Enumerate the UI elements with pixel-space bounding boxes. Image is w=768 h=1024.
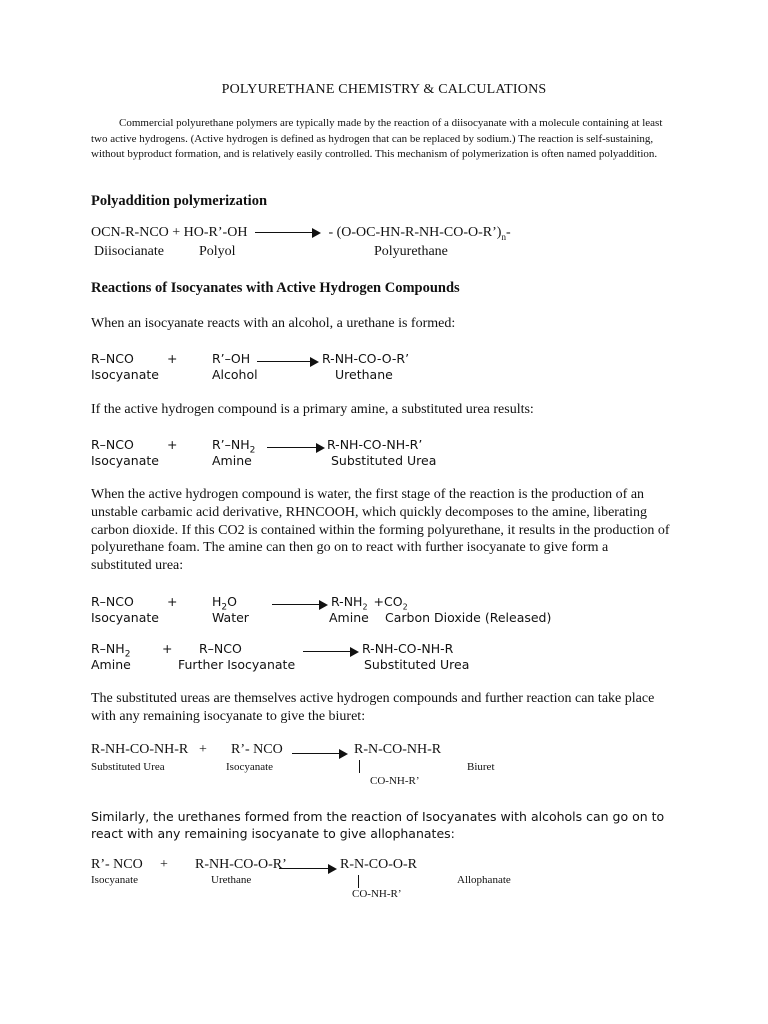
eq5-label-product: Biuret xyxy=(467,761,495,773)
eq4-label-b: Further Isocyanate xyxy=(178,657,296,672)
eq6-product: R-N-CO-O-R xyxy=(340,857,417,872)
eq6-label-b: Urethane xyxy=(211,874,252,886)
eq2-product: R-NH-CO-NH-R’ xyxy=(327,437,423,452)
allophanate-paragraph: Similarly, the urethanes formed from the reaction of Isocyanates with alcohols can go on to react with any remaining isocyanate to give allophanates: xyxy=(91,809,665,841)
eq2-label-a: Isocyanate xyxy=(91,453,159,468)
eq5-reactant-a: R-NH-CO-NH-R xyxy=(91,742,189,757)
polyaddition-product-subscript: n xyxy=(501,231,506,242)
eq3-plus: + xyxy=(167,594,178,609)
eq1-label-product: Urethane xyxy=(335,367,393,382)
eq2-arrow xyxy=(267,439,325,457)
eq5-label-a: Substituted Urea xyxy=(91,761,165,773)
eq6-label-a: Isocyanate xyxy=(91,874,139,886)
page-title: POLYURETHANE CHEMISTRY & CALCULATIONS xyxy=(221,82,547,97)
reaction-arrow-icon xyxy=(257,357,319,367)
eq6-branch: CO-NH-R’ xyxy=(352,888,402,900)
eq3-product-amine-subscript: 2 xyxy=(362,602,368,612)
eq5-label-b: Isocyanate xyxy=(226,761,274,773)
reaction-arrow-icon xyxy=(267,443,325,453)
eq3-label-co2: Carbon Dioxide (Released) xyxy=(385,610,552,625)
polyaddition-reactants: OCN-R-NCO + HO-R’-OH xyxy=(91,225,248,240)
reaction-arrow-icon xyxy=(292,749,348,759)
eq5-branch: CO-NH-R’ xyxy=(370,775,420,787)
eq4-reactant-b: R–NCO xyxy=(199,641,242,656)
eq4-plus: + xyxy=(162,641,173,656)
eq4-label-a: Amine xyxy=(91,657,131,672)
eq3-reactant-a: R–NCO xyxy=(91,594,134,609)
intro-paragraph: Commercial polyurethane polymers are typically made by the reaction of a diisocyanate with a molecule containing at least two active hydrogens. (Active hydrogen is defined as hydrogen that can be replaced by sodium.) The reaction is self-sustaining, without byproduct formation, and is relatively easily controlled. This mechanism of polymerization is often named polyaddition. xyxy=(91,117,663,160)
polyaddition-heading: Polyaddition polymerization xyxy=(91,193,268,209)
eq6-arrow xyxy=(279,860,337,878)
polyaddition-equation xyxy=(91,225,511,242)
eq4-label-product: Substituted Urea xyxy=(364,657,470,672)
reaction-arrow-icon xyxy=(279,864,337,874)
eq3-label-b: Water xyxy=(212,610,249,625)
eq3-product-amine: R-NH xyxy=(331,594,363,609)
eq3-label-amine: Amine xyxy=(329,610,369,625)
eq2-label-product: Substituted Urea xyxy=(331,453,437,468)
polyaddition-product: - (O-OC-HN-R-NH-CO-O-R’) xyxy=(328,225,502,240)
biuret-paragraph: The substituted ureas are themselves active hydrogen compounds and further reaction can take place with any remaining isocyanate to give the biuret: xyxy=(91,691,655,724)
eq1-label-a: Isocyanate xyxy=(91,367,159,382)
eq3-reactant-b-text: H xyxy=(212,594,222,609)
reaction-arrow-icon xyxy=(255,228,321,238)
eq4-product: R-NH-CO-NH-R xyxy=(362,641,454,656)
eq2-reactant-a: R–NCO xyxy=(91,437,134,452)
eq6-branch-bond xyxy=(358,875,359,888)
eq2-reactant-b-text: R’–NH xyxy=(212,437,250,452)
eq6-plus: + xyxy=(160,857,168,872)
eq6-reactant-a: R’- NCO xyxy=(91,857,143,872)
eq3-product-co2-subscript: 2 xyxy=(402,602,408,612)
eq5-product: R-N-CO-NH-R xyxy=(354,742,442,757)
eq3-label-a: Isocyanate xyxy=(91,610,159,625)
eq2-reactant-b-subscript: 2 xyxy=(249,445,256,456)
amine-intro: If the active hydrogen compound is a primary amine, a substituted urea results: xyxy=(91,402,534,417)
eq4-arrow xyxy=(303,643,359,661)
eq1-arrow xyxy=(257,353,319,371)
eq1-label-b: Alcohol xyxy=(212,367,258,382)
eq1-product: R-NH-CO-O-R’ xyxy=(322,351,410,366)
eq1-reactant-a: R–NCO xyxy=(91,351,134,366)
water-paragraph: When the active hydrogen compound is water, the first stage of the reaction is the production of an unstable carbamic acid derivative, RHNCOOH, which quickly decomposes to the amine, liberating carbon dioxide. If this CO2 is contained within the forming polyurethane, it results in the production of polyurethane foam. The amine can then go on to react with further isocyanate to give form a substituted urea: xyxy=(91,487,670,574)
reaction-arrow-icon xyxy=(272,600,328,610)
eq6-label-product: Allophanate xyxy=(457,874,511,886)
eq6-reactant-b: R-NH-CO-O-R’ xyxy=(195,857,287,872)
eq3-arrow xyxy=(272,596,328,614)
eq1-plus: + xyxy=(167,351,178,366)
eq2-plus: + xyxy=(167,437,178,452)
eq5-plus: + xyxy=(199,742,207,757)
eq5-arrow xyxy=(292,745,348,763)
eq4-reactant-a-subscript: 2 xyxy=(124,649,131,660)
eq5-reactant-b: R’- NCO xyxy=(231,742,283,757)
alcohol-intro: When an isocyanate reacts with an alcohol, a urethane is formed: xyxy=(91,316,456,331)
eq3-product xyxy=(331,594,408,612)
reaction-arrow-icon xyxy=(303,647,359,657)
label-polyurethane: Polyurethane xyxy=(374,244,448,259)
label-polyol: Polyol xyxy=(199,244,236,259)
eq1-reactant-b: R’–OH xyxy=(212,351,251,366)
eq3-reactant-b-subscript: 2 xyxy=(221,602,228,613)
reactions-heading: Reactions of Isocyanates with Active Hydrogen Compounds xyxy=(91,280,460,296)
eq3-reactant-b-tail: O xyxy=(227,594,237,609)
eq2-label-b: Amine xyxy=(212,453,252,468)
polyaddition-product-tail: - xyxy=(505,225,511,240)
eq3-product-co2: +CO xyxy=(373,594,403,609)
label-diisocianate: Diisocianate xyxy=(94,244,164,259)
eq4-reactant-a-text: R–NH xyxy=(91,641,125,656)
eq5-branch-bond xyxy=(359,760,360,773)
